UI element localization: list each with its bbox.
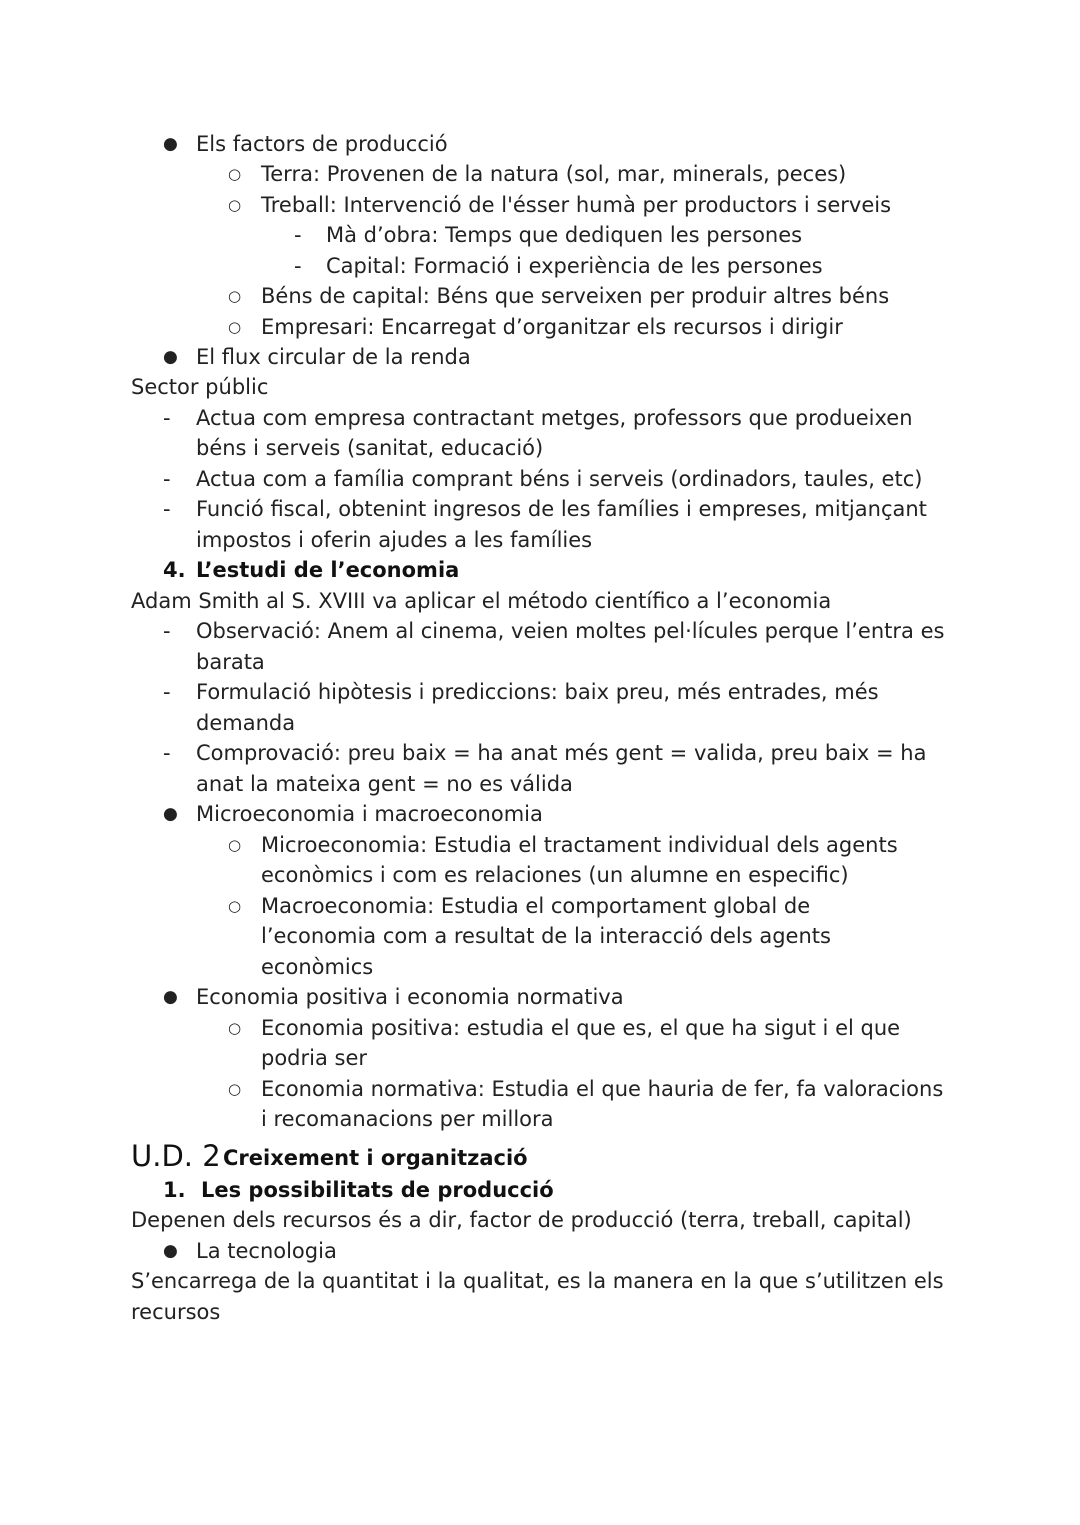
dash-marker: -: [163, 741, 171, 765]
paragraph-text: S’encarrega de la quantitat i la qualitat, es la manera en la que s’utilitzen els: [131, 1269, 944, 1293]
list-text: Microeconomia: Estudia el tractament individual dels agents: [261, 833, 898, 857]
list-text: econòmics i com es relaciones (un alumne en especific): [261, 863, 849, 887]
list-text: Macroeconomia: Estudia el comportament global de: [261, 894, 811, 918]
circle-marker: ○: [228, 1019, 242, 1037]
list-text: Béns de capital: Béns que serveixen per produir altres béns: [261, 284, 890, 308]
list-text: Formulació hipòtesis i prediccions: baix preu, més entrades, més: [196, 680, 879, 704]
list-text: impostos i oferin ajudes a les famílies: [196, 528, 593, 552]
paragraph-text: Sector públic: [131, 375, 269, 399]
unit-title: Creixement i organització: [223, 1146, 528, 1170]
circle-marker: ○: [228, 836, 242, 854]
section-number: 4.: [163, 558, 186, 582]
list-text: anat la mateixa gent = no es válida: [196, 772, 573, 796]
list-text: La tecnologia: [196, 1239, 337, 1263]
list-text: Economia positiva i economia normativa: [196, 985, 624, 1009]
list-text: Observació: Anem al cinema, veien moltes pel·lícules perque l’entra es: [196, 619, 945, 643]
dash-marker: -: [163, 680, 171, 704]
circle-marker: ○: [228, 318, 242, 336]
section-number: 1.: [163, 1178, 186, 1202]
bullet-marker: ●: [163, 804, 178, 824]
list-text: Treball: Intervenció de l'ésser humà per productors i serveis: [261, 193, 892, 217]
list-text: Actua com a família comprant béns i serveis (ordinadors, taules, etc): [196, 467, 923, 491]
unit-label: U.D. 2: [131, 1139, 221, 1173]
list-text: Microeconomia i macroeconomia: [196, 802, 543, 826]
list-text: Mà d’obra: Temps que dediquen les persones: [326, 223, 803, 247]
dash-marker: -: [163, 467, 171, 491]
circle-marker: ○: [228, 287, 242, 305]
list-text: econòmics: [261, 955, 374, 979]
list-text: Capital: Formació i experiència de les persones: [326, 254, 823, 278]
dash-marker: -: [294, 254, 302, 278]
list-text: Economia positiva: estudia el que es, el que ha sigut i el que: [261, 1016, 901, 1040]
list-text: Empresari: Encarregat d’organitzar els recursos i dirigir: [261, 315, 843, 339]
list-text: béns i serveis (sanitat, educació): [196, 436, 544, 460]
bullet-marker: ●: [163, 987, 178, 1007]
list-text: Comprovació: preu baix = ha anat més gent = valida, preu baix = ha: [196, 741, 927, 765]
paragraph-text: recursos: [131, 1300, 221, 1324]
list-text: Actua com empresa contractant metges, professors que produeixen: [196, 406, 913, 430]
dash-marker: -: [294, 223, 302, 247]
section-title: Les possibilitats de producció: [201, 1178, 554, 1202]
list-text: l’economia com a resultat de la interacció dels agents: [261, 924, 831, 948]
paragraph-text: Adam Smith al S. XVIII va aplicar el método científico a l’economia: [131, 589, 832, 613]
list-text: Funció fiscal, obtenint ingresos de les famílies i empreses, mitjançant: [196, 497, 927, 521]
bullet-marker: ●: [163, 134, 178, 154]
list-text: Els factors de producció: [196, 132, 448, 156]
circle-marker: ○: [228, 165, 242, 183]
paragraph-text: Depenen dels recursos és a dir, factor de producció (terra, treball, capital): [131, 1208, 912, 1232]
list-text: El flux circular de la renda: [196, 345, 471, 369]
circle-marker: ○: [228, 196, 242, 214]
list-text: barata: [196, 650, 265, 674]
list-text: Terra: Provenen de la natura (sol, mar, minerals, peces): [261, 162, 847, 186]
bullet-marker: ●: [163, 1241, 178, 1261]
list-text: podria ser: [261, 1046, 368, 1070]
list-text: demanda: [196, 711, 296, 735]
list-text: Economia normativa: Estudia el que hauria de fer, fa valoracions: [261, 1077, 944, 1101]
circle-marker: ○: [228, 1080, 242, 1098]
dash-marker: -: [163, 406, 171, 430]
bullet-marker: ●: [163, 347, 178, 367]
list-text: i recomanacions per millora: [261, 1107, 554, 1131]
circle-marker: ○: [228, 897, 242, 915]
dash-marker: -: [163, 497, 171, 521]
dash-marker: -: [163, 619, 171, 643]
section-title: L’estudi de l’economia: [196, 558, 460, 582]
